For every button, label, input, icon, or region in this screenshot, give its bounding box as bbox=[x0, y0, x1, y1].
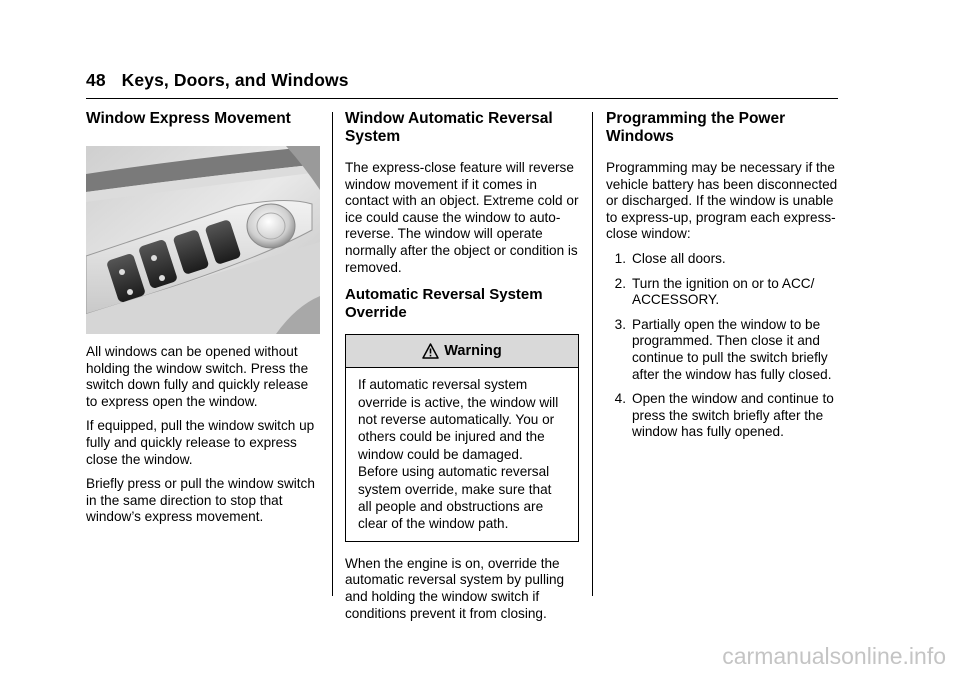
paragraph: The express-close feature will reverse window movement if it comes in contact with an object. Extreme cold or ice could cause the window to auto-reverse. The window will operate normally after the object or condition is removed. bbox=[345, 160, 579, 275]
header-rule bbox=[86, 98, 838, 99]
list-item: 1. Close all doors. bbox=[614, 250, 726, 266]
paragraph: When the engine is on, override the automatic reversal system by pulling and holding the window switch if conditions prevent it from closing. bbox=[345, 555, 565, 621]
watermark: carmanualsonline.info bbox=[722, 643, 946, 669]
list-item: 3. Partially open the window to be programmed. Then close it and continue to pull the switch briefly after the window has fully closed. bbox=[614, 316, 832, 382]
column-1 bbox=[86, 110, 320, 534]
page-number: 48 bbox=[86, 70, 106, 90]
warning-triangle-icon bbox=[422, 343, 439, 359]
warning-box bbox=[345, 334, 579, 542]
warning-text: If automatic reversal system override is active, the window will not reverse automatically. You or others could be injured and the window could be damaged. Before using automatic reversal system override, make sure that all people and obstructions are clear of the window path. bbox=[358, 377, 559, 532]
subheading-override: Automatic Reversal System Override bbox=[345, 286, 543, 322]
paragraph: If equipped, pull the window switch up fully and quickly release to express close the window. bbox=[86, 418, 315, 467]
section-heading-automatic-reversal: Window Automatic Reversal System bbox=[345, 110, 553, 145]
programming-steps bbox=[606, 251, 840, 441]
warning-title-bar bbox=[346, 335, 578, 368]
section-heading-programming: Programming the Power Windows bbox=[606, 110, 786, 145]
column-3 bbox=[606, 110, 840, 449]
paragraph: Programming may be necessary if the vehicle battery has been disconnected or discharged. If the window is unable to express-up, program each express-close window: bbox=[606, 160, 838, 242]
warning-title: Warning bbox=[444, 343, 502, 360]
list-item: 2. Turn the ignition on or to ACC/ ACCESSORY. bbox=[614, 275, 815, 308]
warning-body bbox=[346, 368, 578, 541]
paragraph: All windows can be opened without holding the window switch. Press the switch down fully and quickly release to express open the window. bbox=[86, 344, 309, 409]
column-divider-1 bbox=[332, 112, 333, 596]
list-item: 4. Open the window and continue to press the switch briefly after the window has fully opened. bbox=[614, 391, 834, 440]
paragraph: Briefly press or pull the window switch in the same direction to stop that window’s express movement. bbox=[86, 476, 315, 525]
page-title: Keys, Doors, and Windows bbox=[121, 70, 349, 90]
column-divider-2 bbox=[592, 112, 593, 596]
page-header bbox=[86, 70, 349, 91]
column-2 bbox=[345, 110, 579, 630]
window-switch-illustration bbox=[86, 146, 320, 334]
section-heading-express-movement: Window Express Movement bbox=[86, 110, 291, 127]
